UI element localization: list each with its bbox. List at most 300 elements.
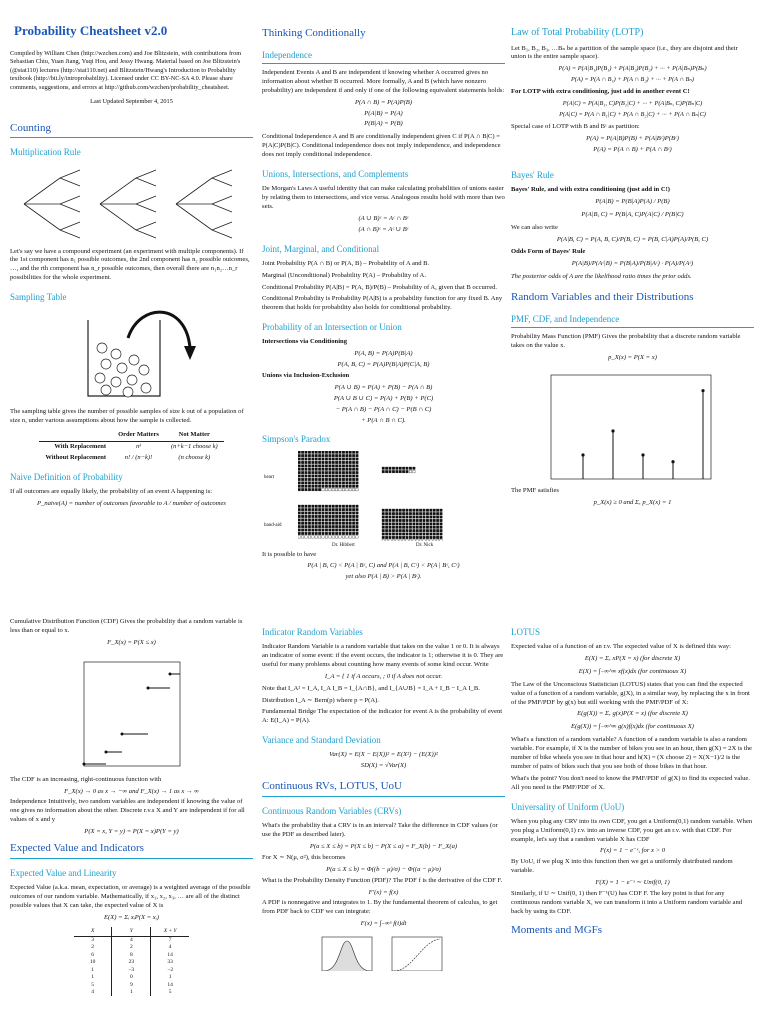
simpson-dot [385,526,388,529]
simpson-dot [322,457,325,460]
simpson-dot [423,509,426,512]
simpson-dot [301,454,304,457]
xy-cell: −3 [112,967,151,974]
thinking-heading: Thinking Conditionally [262,27,366,39]
simpson-dot [346,464,349,467]
simpson-dot [389,522,392,525]
simpson-dot [335,522,338,525]
simpson-dot [346,535,349,538]
simpson-dot [349,468,352,471]
var-eq-1: Var(X) = E(X − E(X))² = E(X²) − (E(X))² [329,751,438,759]
simpson-dot [335,511,338,514]
simpson-dot [433,536,436,539]
simpson-dot [298,535,301,538]
simpson-dot [402,539,405,540]
uou-heading: Universality of Uniform (UoU) [511,801,625,812]
simpson-dot [409,470,412,473]
simpson-dot [352,511,355,514]
simpson-dot [315,508,318,511]
simpson-dot [329,511,332,514]
simpson-dot [423,529,426,532]
simpson-dot [315,474,318,477]
simpson-dot [402,536,405,539]
simpson-dot [312,522,315,525]
moments-heading: Moments and MGFs [511,923,603,936]
simpson-dot [318,474,321,477]
simpson-dot [315,464,318,467]
simpson-dot [298,522,301,525]
simpson-dot [352,532,355,535]
simpson-dot [416,522,419,525]
column-1-bottom [10,618,253,1022]
simpson-dot [335,464,338,467]
simpson-dot [423,519,426,522]
simpson-dot [399,509,402,512]
simpson-dot [329,464,332,467]
lotus-point-text: What's the point? You don't need to know the PMF/PDF of g(X) to find its expected value. All you need is the PMF/PDF of X. [511,774,750,791]
simpson-dot [301,481,304,484]
simpson-dot [308,522,311,525]
simpson-dot [305,535,308,538]
crv-heading: Continuous Random Variables (CRVs) [262,806,402,817]
simpson-dot [315,535,318,538]
simpson-dot [301,515,304,518]
simpson-dot [318,488,321,491]
simpson-dot [305,481,308,484]
simpson-dot [346,485,349,488]
simpson-dot [346,454,349,457]
simpson-dot [325,535,328,538]
simpson-dot [335,505,338,508]
simpson-dot [356,488,359,491]
simpson-dot [305,451,308,454]
simpson-dot [346,481,349,484]
simpson-dot [301,457,304,460]
simpson-dot [318,522,321,525]
inter-cond-label: Intersections via Conditioning [262,338,347,346]
xy-cell: 6 [74,952,112,959]
simpson-dot [322,471,325,474]
simpson-dot [301,535,304,538]
xy-header-2: X + Y [151,927,189,937]
simpson-dot [352,478,355,481]
simpson-dot [301,464,304,467]
lotus-function-text: What's a function of a random variable? A function of a random variable is also a random variable. For example, if X is the number of bikes you see in an hour, then g(X) = 2X is the number of bike wheels you see in that hour and h(X) = (X choose 2) = X(X−1)/2 is the number of pairs of bikes such that you see both of those bikes in that hour. [511,736,752,770]
simpson-dot [440,529,443,532]
simpson-dot [402,519,405,522]
simpson-dot [332,535,335,538]
cdf-point [147,686,150,689]
simpson-dot [332,478,335,481]
simpson-dot [382,522,385,525]
simpson-dot [413,522,416,525]
joint-line-4: Conditional Probability is Probability P(A|B) is a probability function for any fixed B. Any theorem that holds for probability also holds for conditional probability. [262,295,503,312]
simpson-dot [430,519,433,522]
simpson-dot [305,528,308,531]
column-1-top [10,22,253,602]
lotp-heading: Law of Total Probability (LOTP) [511,27,644,38]
simpson-dot [298,511,301,514]
pmf-plot [511,367,751,487]
pmf-point [611,429,614,432]
simpson-dot [426,526,429,529]
simpson-dot [409,536,412,539]
simpson-dot [389,536,392,539]
simpson-dot [352,522,355,525]
ev-linearity-heading: Expected Value and Linearity [10,867,117,878]
xy-cell: 3 [74,936,112,944]
simpson-dot [298,532,301,535]
indicator-text: Indicator Random Variable is a random variable that takes on the value 1 or 0. It is always an indicator of some event: if the event occurs, the indicator is 1; otherwise it is 0. They are useful for many problems about counting how many events of some kind occur. Write [262,643,504,668]
simpson-dot [329,508,332,511]
simpson-dot [305,461,308,464]
simpson-dot [329,525,332,528]
simpson-dot [335,535,338,538]
simpson-dot [440,519,443,522]
sampling-table-heading: Sampling Table [10,292,67,303]
simpson-dot [346,471,349,474]
simpson-dot [349,522,352,525]
simpson-dot [305,525,308,528]
simpson-dot [322,505,325,508]
simpson-dot [298,478,301,481]
sampling-text: The sampling table gives the number of possible samples of size k out of a population of size n, under various assumptions about how the sample is collected. [10,408,244,425]
simpson-dot [356,515,359,518]
simpson-dot [419,522,422,525]
simpson-dot [385,532,388,535]
simpson-dot [332,468,335,471]
simpson-dot [389,532,392,535]
simpson-dot [436,539,439,540]
simpson-dot [339,451,342,454]
simpson-dot [329,454,332,457]
simpson-dot [329,461,332,464]
simpson-dot [389,539,392,540]
simpson-dot [346,528,349,531]
column-2-bottom [262,618,505,1022]
table-row [74,936,189,944]
simpson-dot [325,478,328,481]
simpson-dot [322,481,325,484]
simpson-dot [312,474,315,477]
simpson-dot [349,505,352,508]
simpson-dot [346,511,349,514]
simpson-dot [352,508,355,511]
simpson-dot [332,451,335,454]
pmf-point [581,453,584,456]
simpson-dot [430,509,433,512]
simpson-dot [382,509,385,512]
simpson-dot [426,522,429,525]
mult-rule-text: Let's say we have a compound experiment (an experiment with multiple components). If the 1st component has n₁ possible outcomes, the 2nd component has n₂ possible outcomes, …, and the rth component has n_r possible outcomes, then overall there are n₁n₂…n_r possibilities for the whole experiment. [10,247,250,282]
simpson-dot [322,511,325,514]
simpson-label-nick: Dr. Nick [416,542,434,548]
simpson-dot [416,515,419,518]
simpson-dot [335,508,338,511]
simpson-dot [329,474,332,477]
simpson-dot [298,471,301,474]
simpson-dot [315,454,318,457]
table-row [74,982,189,989]
simpson-dot [409,526,412,529]
simpson-dot [325,474,328,477]
simpson-dot [335,454,338,457]
simpson-dot [308,518,311,521]
credits-text: Compiled by William Chen (http://wzchen.com) and Joe Blitzstein, with contributions from Sebastian Chiu, Yuan Jiang, Yuqi Hou, and Jessy Hwang. Material based on Joe Blitzstein's (@stat110) lectures (http://stat110.net) and Blitzstein/Hwang's Introduction to Probability textbook (http://bit.ly/introprobability). Licensed under CC BY-NC-SA 4.0. Please share comments, suggestions, and errors at http://github.com/wzchen/probability_cheatsheet. [10,49,242,91]
simpson-dot [409,519,412,522]
simpson-dot [430,536,433,539]
simpson-dot [322,525,325,528]
simpson-dot [356,464,359,467]
simpson-dot [335,488,338,491]
simpson-dot [385,509,388,512]
indicator-case-1: 1 if A occurs, [346,672,382,680]
simpson-dot [392,519,395,522]
simpson-dot [349,481,352,484]
simpson-dot [322,451,325,454]
simpson-dot [382,515,385,518]
simpson-dot [318,461,321,464]
simpson-dot [349,464,352,467]
simpson-dot [396,512,399,515]
simpson-dot [440,509,443,512]
mult-rule-heading: Multiplication Rule [10,147,81,158]
simpson-dot [329,457,332,460]
simpson-dot [356,451,359,454]
simpson-dot [382,467,385,470]
simpson-dot [315,461,318,464]
odds-equation: P(A|B)/P(Aᶜ|B) = P(B|A)/P(B|Aᶜ) · P(A)/P(Aᶜ) [571,260,694,268]
simpson-dot [426,512,429,515]
simpson-dot [426,536,429,539]
simpson-dot [339,474,342,477]
simpson-dot [436,522,439,525]
simpson-dot [349,461,352,464]
simpson-dot [339,464,342,467]
simpson-dot [298,457,301,460]
pmf-satisfies: The PMF satisfies [511,486,559,494]
simpson-dot [329,515,332,518]
simpson-dot [312,488,315,491]
simpson-dot [305,518,308,521]
simpson-dot [332,508,335,511]
pmf-sat-equation: p_X(x) ≥ 0 and Σₓ p_X(x) = 1 [593,498,672,506]
union-eq-1: P(A ∪ B) = P(A) + P(B) − P(A ∩ B) [334,383,433,391]
xy-cell: 4 [112,936,151,944]
simpson-dot [322,532,325,535]
simpson-dot [352,525,355,528]
simpson-dot [335,478,338,481]
simpson-dot [440,512,443,515]
simpson-dot [335,471,338,474]
simpson-dot [426,532,429,535]
simpson-dot [396,529,399,532]
simpson-dot [342,471,345,474]
simpson-heading: Simpson's Paradox [262,434,331,445]
row-without-replacement: Without Replacement [45,453,107,461]
simpson-dot [436,515,439,518]
simpson-dot [406,526,409,529]
simpson-dot [332,522,335,525]
simpson-dot [312,478,315,481]
simpson-dot [430,526,433,529]
simpson-dot [298,451,301,454]
simpson-dot [409,532,412,535]
crv-normal: For X ∼ N(μ, σ²), this becomes [262,853,346,861]
simpson-dot [413,519,416,522]
simpson-dot [392,515,395,518]
simpson-dot [332,532,335,535]
simpson-dot [312,505,315,508]
simpson-dot [318,535,321,538]
simpson-dot [430,529,433,532]
simpson-dot [315,528,318,531]
simpson-dot [298,461,301,464]
simpson-dot [352,468,355,471]
continuous-heading: Continuous RVs, LOTUS, UoU [262,779,505,797]
simpson-dot [315,457,318,460]
simpson-dot [305,468,308,471]
simpson-dot [426,509,429,512]
simpson-dot [356,532,359,535]
simpson-dot [423,526,426,529]
odds-text: The posterior odds of A are the likelihood ratio times the prior odds. [511,273,692,281]
simpson-dot [352,451,355,454]
simpson-dot [322,528,325,531]
bayes-intro: Bayes' Rule, and with extra conditioning (just add in C!) [511,185,671,193]
simpson-dot [312,464,315,467]
simpson-dot [325,454,328,457]
simpson-dot [392,522,395,525]
simpson-dot [352,515,355,518]
simpson-dot [356,525,359,528]
simpson-dot [396,522,399,525]
independence-text: Independent Events A and B are independent if knowing whether A occurred gives no information about whether B occurred. More formally, A and B (which have nonzero probability) are independent if and only if one of the following equivalent statements holds: [262,68,505,94]
simpson-dot [298,518,301,521]
simpson-dot [356,474,359,477]
lotus-eq-4: E(g(X)) = ∫₋∞^∞ g(x)f(x)dx (for continuous X) [571,723,694,731]
simpson-dot [409,515,412,518]
simpson-dot [301,485,304,488]
simpson-dot [342,508,345,511]
simpson-dot [339,457,342,460]
simpson-dot [301,468,304,471]
simpson-dot [298,481,301,484]
cdf-point [169,672,172,675]
simpson-dot [305,464,308,467]
indicator-case-0: 0 if A does not occur. [386,672,443,680]
simpson-dot [318,457,321,460]
simpson-label-heart: heart [264,474,274,480]
simpson-dot [332,457,335,460]
simpson-dot [389,515,392,518]
union-eq-2: P(A ∪ B ∪ C) = P(A) + P(B) + P(C) [333,394,434,402]
column-2-top [262,22,505,602]
simpson-dot [305,485,308,488]
independence-heading: Independence [262,49,505,64]
xy-cell: 2 [74,944,112,951]
simpson-dot [389,526,392,529]
simpson-dot [339,481,342,484]
simpson-dot [433,529,436,532]
simpson-dot [352,464,355,467]
simpson-dot [318,525,321,528]
simpson-dot [356,481,359,484]
simpson-dot [389,467,392,470]
xy-cell: 5 [74,982,112,989]
simpson-dot [349,478,352,481]
simpson-dot [352,461,355,464]
simpson-dot [329,518,332,521]
simpson-dot [349,508,352,511]
simpson-dot [406,509,409,512]
xy-cell: 33 [167,959,173,966]
simpson-dot [308,461,311,464]
indicator-dist: Distribution I_A ∼ Bern(p) where p = P(A). [262,696,379,704]
simpson-dot [385,536,388,539]
simpson-dot [301,451,304,454]
xy-cell: 9 [112,982,151,989]
simpson-dot [419,532,422,535]
simpson-dot [342,525,345,528]
simpson-dot [305,457,308,460]
simpson-dot [339,508,342,511]
simpson-dot [423,539,426,540]
simpson-dot [301,508,304,511]
xy-cell: 14 [167,981,173,988]
simpson-dot [332,454,335,457]
simpson-dot [352,488,355,491]
simpson-dot [335,481,338,484]
simpson-dot [318,515,321,518]
simpson-dot [312,468,315,471]
column-3-bottom [511,618,754,1022]
simpson-dot [349,532,352,535]
joint-line-3: Conditional Probability P(A|B) = P(A, B)/P(B) – Probability of A, given that B occurred. [262,283,498,291]
simpson-dot [416,526,419,529]
counting-heading: Counting [10,121,253,139]
simpson-dot [308,478,311,481]
simpson-dot [399,532,402,535]
simpson-dot [430,522,433,525]
crv-question: What's the probability that a CRV is in an interval? Take the difference in CDF values (or use the PDF as described later). [262,822,498,839]
simpson-dot [339,515,342,518]
joint-line-1: Joint Probability P(A ∩ B) or P(A, B) – Probability of A and B. [262,259,430,267]
xy-cell: −2 [167,966,174,973]
simpson-dot [399,467,402,470]
cond-indep-text: Conditional Independence A and B are conditionally independent given C if P(A ∩ B|C) = P(A|C)P(B|C). Conditional independence does not imply independence, and independence does not imply conditional independence. [262,133,501,159]
simpson-dot [409,529,412,532]
ev-equation: E(X) = Σᵢ xᵢP(X = xᵢ) [104,913,159,921]
simpson-dot [312,535,315,538]
simpson-dot [339,511,342,514]
simpson-dot [413,529,416,532]
simpson-dot [352,454,355,457]
bayes-also: We can also write [511,223,558,231]
simpson-dot [308,451,311,454]
simpson-dot [392,509,395,512]
simpson-dot [396,467,399,470]
simpson-dot [356,461,359,464]
simpson-dot [315,515,318,518]
simpson-dot [416,539,419,540]
simpson-dot [440,515,443,518]
simpson-dot [349,528,352,531]
simpson-dot [305,471,308,474]
simpson-dot [423,532,426,535]
xy-header-1: Y [112,927,151,937]
simpson-dot [352,518,355,521]
